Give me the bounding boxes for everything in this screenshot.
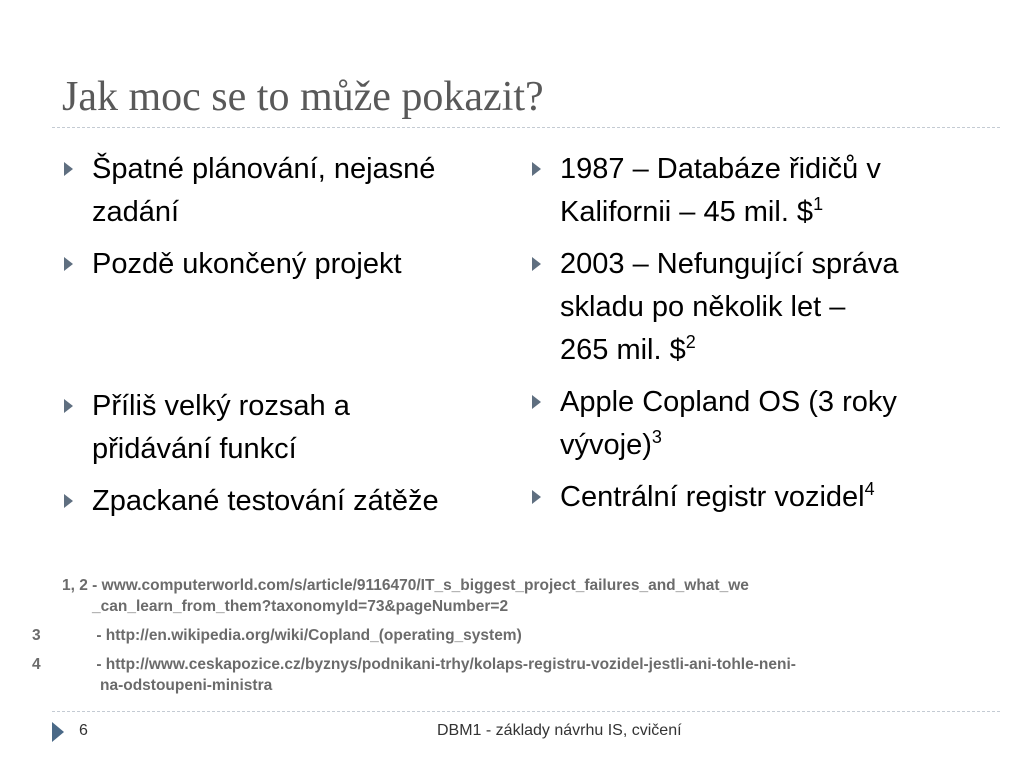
footnote-marker: 2 xyxy=(685,332,696,352)
title-divider xyxy=(52,127,1000,128)
bullet-arrow-icon xyxy=(64,399,73,413)
bullet-item xyxy=(530,476,990,519)
bullet-arrow-icon xyxy=(64,494,73,508)
footer-divider xyxy=(52,711,1000,712)
bullet-item xyxy=(62,243,502,286)
footnote-marker: 3 xyxy=(651,427,662,447)
bullet-item xyxy=(530,243,990,372)
slide-title: Jak moc se to může pokazit? xyxy=(62,74,544,120)
footnote-marker: 1 xyxy=(813,194,824,214)
bullet-line: zadání xyxy=(92,196,180,228)
bullet-line: Centrální registr vozidel xyxy=(560,481,865,513)
footer-text: DBM1 - základy návrhu IS, cvičení xyxy=(437,722,682,739)
reference-item xyxy=(32,654,982,696)
reference-link[interactable]: na-odstoupeni-ministra xyxy=(100,677,273,694)
page-number: 6 xyxy=(79,722,88,739)
bullet-arrow-icon xyxy=(64,257,73,271)
bullet-line: Pozdě ukončený projekt xyxy=(92,248,402,280)
bullet-line: 265 mil. $ xyxy=(560,334,686,366)
bullet-arrow-icon xyxy=(532,257,541,271)
reference-link[interactable]: - http://www.ceskapozice.cz/byznys/podnikani-trhy/kolaps-registru-vozidel-jestli-ani-tohle-neni- xyxy=(96,656,796,673)
reference-item xyxy=(62,575,982,617)
footnote-marker: 4 xyxy=(864,479,875,499)
bullet-line: 2003 – Nefungující správa xyxy=(560,248,899,280)
bullet-line: skladu po několik let – xyxy=(560,291,846,323)
reference-link[interactable]: _can_learn_from_them?taxonomyId=73&pageNumber=2 xyxy=(92,598,509,615)
bullet-line: přidávání funkcí xyxy=(92,433,297,465)
bullet-arrow-icon xyxy=(532,490,541,504)
left-bullet-list xyxy=(62,148,502,523)
right-bullet-list xyxy=(530,148,990,519)
bullet-line: Kalifornii – 45 mil. $ xyxy=(560,196,814,228)
bullet-item xyxy=(62,480,502,523)
reference-item xyxy=(32,625,982,646)
bullet-item xyxy=(62,148,502,234)
references xyxy=(32,575,982,704)
bullet-item xyxy=(62,385,502,471)
reference-link[interactable]: - http://en.wikipedia.org/wiki/Copland_(operating_system) xyxy=(96,627,522,644)
reference-number: 1, 2 xyxy=(62,577,88,594)
reference-number: 3 xyxy=(32,627,41,644)
bullet-line: 1987 – Databáze řidičů v xyxy=(560,153,881,185)
bullet-arrow-icon xyxy=(532,395,541,409)
bullet-item xyxy=(530,381,990,467)
bullet-item xyxy=(530,148,990,234)
play-arrow-icon xyxy=(52,722,64,742)
bullet-line: Příliš velký rozsah a xyxy=(92,390,350,422)
bullet-line: Apple Copland OS (3 roky xyxy=(560,386,897,418)
bullet-arrow-icon xyxy=(532,162,541,176)
bullet-arrow-icon xyxy=(64,162,73,176)
reference-number: 4 xyxy=(32,656,41,673)
bullet-line: vývoje) xyxy=(560,429,652,461)
bullet-line: Zpackané testování zátěže xyxy=(92,485,439,517)
reference-link[interactable]: - www.computerworld.com/s/article/9116470/IT_s_biggest_project_failures_and_what_we xyxy=(92,577,749,594)
bullet-line: Špatné plánování, nejasné xyxy=(92,153,436,185)
